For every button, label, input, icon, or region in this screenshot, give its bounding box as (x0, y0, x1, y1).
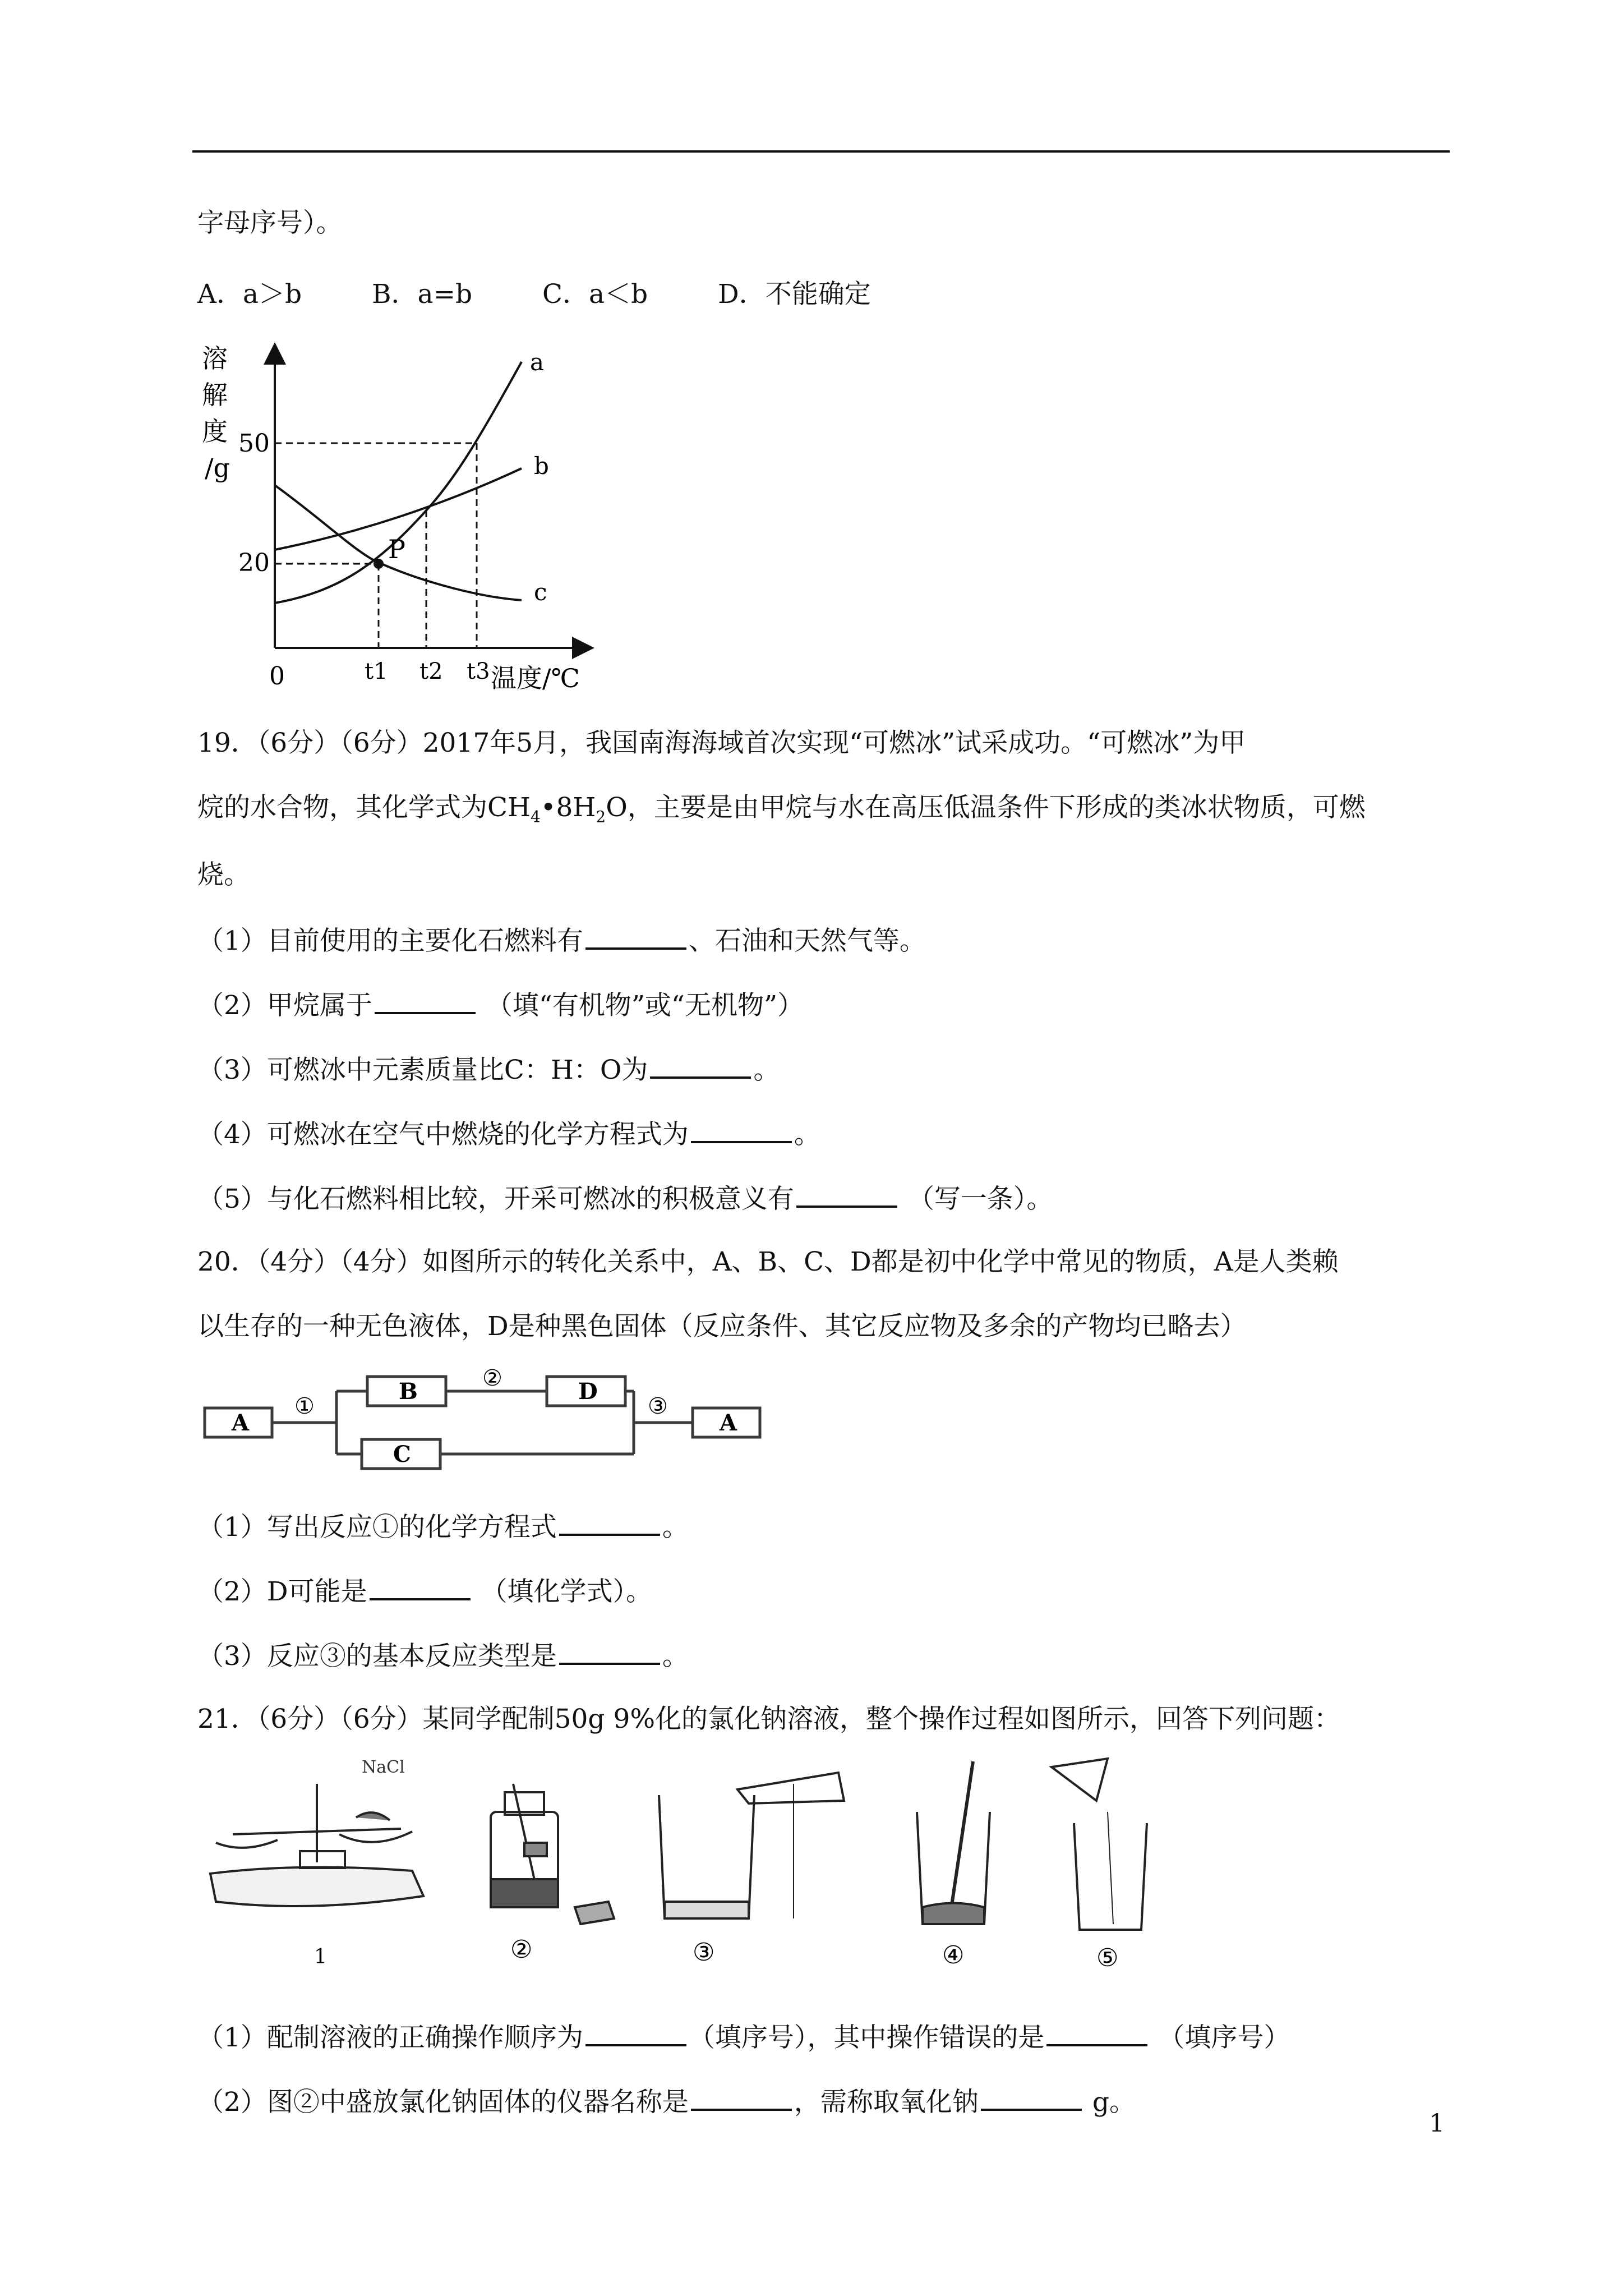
subscript-2: 2 (596, 807, 606, 826)
y-label-2: 解 (202, 380, 228, 410)
box-a-end-label: A (720, 1410, 737, 1436)
fig-label-3: ③ (693, 1938, 715, 1967)
q20-3-text: （3）反应③的基本反应类型是 (197, 1641, 557, 1672)
curve-c-label: c (534, 578, 547, 606)
q19-4-text: （4）可燃冰在空气中燃烧的化学方程式为 (197, 1119, 689, 1150)
conversion-diagram (199, 1369, 771, 1481)
q19-part-4 (197, 1116, 820, 1152)
answer-blank[interactable] (1046, 2019, 1147, 2046)
x-label: 温度/℃ (491, 663, 580, 693)
answer-blank[interactable] (650, 1052, 751, 1079)
step-2: ② (482, 1369, 502, 1391)
curve-a (275, 362, 522, 603)
q21-2-mid: ，需称取氧化钠 (794, 2087, 979, 2118)
reagent-bottle-figure (491, 1784, 614, 1924)
q21-line-1: 21．（6分）（6分）某同学配制50g 9%化的氯化钠溶液，整个操作过程如图所示，回答下列问题： (197, 1704, 1341, 1734)
q20-2-text: （2）D可能是 (197, 1576, 367, 1607)
q20-part-1 (197, 1509, 689, 1544)
q21-part-1 (197, 2019, 1290, 2055)
answer-options (197, 278, 933, 311)
tick-x-t1: t1 (365, 659, 388, 684)
balance-figure (210, 1784, 423, 1906)
q19-part-3 (197, 1052, 780, 1087)
q20-line-1: 20．（4分）（4分）如图所示的转化关系中，A、B、C、D都是初中化学中常见的物质，A是人类赖 (197, 1246, 1339, 1277)
answer-blank[interactable] (370, 1573, 471, 1600)
curve-a-label: a (530, 348, 545, 376)
nacl-label: NaCl (362, 1757, 405, 1777)
q21-1-mid: （填序号），其中操作错误的是 (688, 2022, 1045, 2053)
text-line: 字母序号）。 (197, 208, 343, 238)
q20-2-post: （填化学式）。 (481, 1576, 653, 1607)
curve-b-label: b (534, 452, 549, 480)
box-c-label: C (393, 1441, 411, 1467)
q19-3-text: （3）可燃冰中元素质量比C：H：O为 (197, 1055, 648, 1085)
fig-label-2: ② (510, 1935, 533, 1964)
q20-part-2 (197, 1573, 652, 1609)
point-p-label: P (388, 534, 405, 564)
point-p (374, 559, 384, 569)
fig-label-4: ④ (942, 1941, 965, 1970)
answer-blank[interactable] (559, 1638, 660, 1665)
q19-4-post: 。 (794, 1119, 820, 1150)
q21-2-post: g。 (1092, 2087, 1136, 2118)
q21-1-text: （1）配制溶液的正确操作顺序为 (197, 2022, 583, 2053)
answer-blank[interactable] (691, 2084, 792, 2111)
q20-1-post: 。 (662, 1512, 689, 1543)
q19-1-post: 、石油和天然气等。 (688, 926, 926, 956)
answer-blank[interactable] (585, 2019, 686, 2046)
q19-part-5 (197, 1181, 1053, 1216)
beaker-pour-figure (659, 1773, 844, 1918)
q19-formula-mid: •8H (540, 792, 596, 823)
subscript-4: 4 (530, 807, 541, 826)
tick-x-t2: t2 (419, 659, 443, 684)
q21-part-2 (197, 2084, 1136, 2119)
solubility-graph (191, 337, 594, 701)
option-c: C．a＜b (542, 279, 648, 310)
q21-2-text: （2）图②中盛放氯化钠固体的仪器名称是 (197, 2087, 689, 2118)
box-b-label: B (399, 1378, 418, 1405)
tick-y-50: 50 (238, 429, 270, 458)
y-label-3: 度 (202, 416, 228, 447)
y-label-1: 溶 (202, 343, 228, 374)
box-d-label: D (578, 1378, 598, 1405)
q20-line-2: 以生存的一种无色液体，D是种黑色固体（反应条件、其它反应物及多余的产物均已略去） (197, 1311, 1247, 1342)
tick-x-0: 0 (269, 662, 285, 691)
option-a: A．a＞b (197, 279, 302, 310)
fig-label-1: 1 (314, 1945, 327, 1968)
q19-5-text: （5）与化石燃料相比较，开采可燃冰的积极意义有 (197, 1184, 794, 1214)
q19-formula-pre: 烷的水合物，其化学式为CH (197, 792, 531, 823)
q19-2-text: （2）甲烷属于 (197, 990, 372, 1021)
header-rule (192, 150, 1450, 153)
answer-blank[interactable] (796, 1181, 897, 1208)
q19-1-text: （1）目前使用的主要化石燃料有 (197, 926, 583, 956)
q19-line-1: 19．（6分）（6分）2017年5月，我国南海海域首次实现“可燃冰”试采成功。“可燃冰”为甲 (197, 728, 1246, 758)
option-d: D．不能确定 (718, 279, 871, 310)
beaker-stir-figure (917, 1761, 990, 1924)
q19-3-post: 。 (753, 1055, 780, 1085)
tick-y-20: 20 (238, 549, 270, 577)
q19-2-post: （填“有机物”或“无机物”） (486, 990, 804, 1021)
q19-line-2 (197, 791, 1366, 834)
q20-part-3 (197, 1638, 689, 1673)
q20-3-post: 。 (662, 1641, 689, 1672)
q19-part-2 (197, 987, 804, 1023)
q21-1-post: （填序号） (1158, 2022, 1290, 2053)
q20-1-text: （1）写出反应①的化学方程式 (197, 1512, 557, 1543)
solution-prep-figure (199, 1750, 1220, 1991)
box-a-start-label: A (232, 1410, 250, 1436)
option-b: B．a=b (372, 279, 473, 310)
q19-line-3: 烧。 (197, 859, 250, 890)
step-1: ① (294, 1393, 315, 1419)
beaker-add-figure (1052, 1759, 1147, 1930)
q19-5-post: （写一条）。 (907, 1184, 1053, 1214)
y-label-4: /g (205, 453, 230, 483)
step-3: ③ (648, 1393, 668, 1419)
q19-part-1 (197, 923, 926, 958)
answer-blank[interactable] (375, 987, 476, 1014)
answer-blank[interactable] (691, 1116, 792, 1143)
answer-blank[interactable] (981, 2084, 1082, 2111)
answer-blank[interactable] (585, 923, 686, 950)
q19-formula-post: O，主要是由甲烷与水在高压低温条件下形成的类冰状物质，可燃 (606, 792, 1366, 823)
page-number: 1 (1429, 2109, 1445, 2138)
fig-label-5: ⑤ (1096, 1944, 1119, 1972)
tick-x-t3: t3 (467, 659, 490, 684)
answer-blank[interactable] (559, 1509, 660, 1536)
